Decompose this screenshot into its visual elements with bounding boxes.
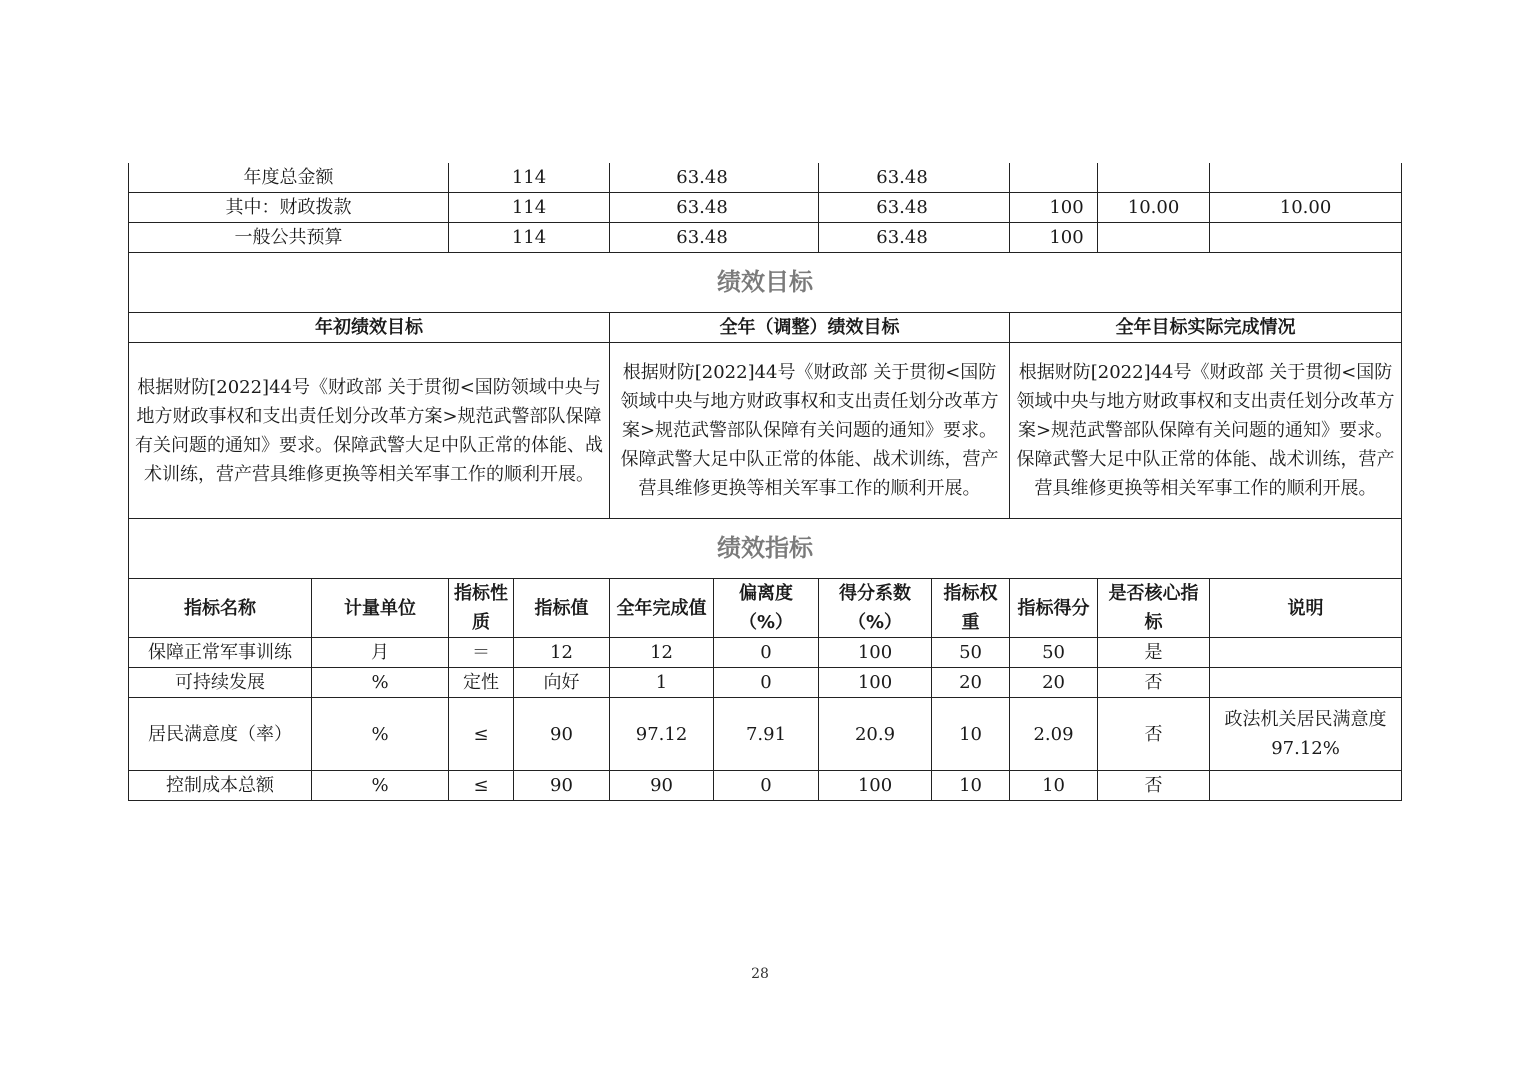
- indicator-cell: 保障正常军事训练: [129, 638, 312, 668]
- indicator-row: [129, 771, 1402, 801]
- indicator-cell: 10: [932, 698, 1010, 771]
- indicator-cell: 100: [819, 638, 932, 668]
- indicator-header: 指标性质: [449, 579, 514, 638]
- performance-table: [128, 163, 1402, 801]
- budget-row: [129, 163, 1402, 193]
- budget-row: [129, 223, 1402, 253]
- indicator-header: 得分系数（%）: [819, 579, 932, 638]
- indicator-cell: 12: [514, 638, 610, 668]
- indicator-cell: 1: [610, 668, 714, 698]
- indicator-cell: 20.9: [819, 698, 932, 771]
- indicator-cell: 0: [714, 771, 819, 801]
- indicator-cell: 7.91: [714, 698, 819, 771]
- indicator-row: [129, 668, 1402, 698]
- indicator-cell: 90: [610, 771, 714, 801]
- budget-row: [129, 193, 1402, 223]
- indicator-cell: 否: [1098, 668, 1210, 698]
- budget-value: [1010, 163, 1098, 193]
- indicator-cell: 否: [1098, 771, 1210, 801]
- goals-header-row: [129, 313, 1402, 343]
- indicator-cell: [1210, 771, 1402, 801]
- budget-label: 一般公共预算: [129, 223, 449, 253]
- budget-value: 100: [1010, 193, 1098, 223]
- goals-title-row: [129, 253, 1402, 313]
- indicators-title-row: [129, 519, 1402, 579]
- budget-label: 年度总金额: [129, 163, 449, 193]
- indicator-header: 偏离度（%）: [714, 579, 819, 638]
- indicator-cell: 100: [819, 771, 932, 801]
- indicator-header: 指标值: [514, 579, 610, 638]
- goal-text-initial: 根据财防[2022]44号《财政部 关于贯彻<国防领域中央与地方财政事权和支出责任划分改革方案>规范武警部队保障有关问题的通知》要求。保障武警大足中队正常的体能、战术训练，营产营具维修更换等相关军事工作的顺利开展。: [129, 343, 610, 519]
- indicator-cell: 20: [1010, 668, 1098, 698]
- goals-text-row: [129, 343, 1402, 519]
- budget-value: 114: [449, 163, 610, 193]
- indicator-cell: 10: [1010, 771, 1098, 801]
- budget-value: 63.48: [819, 163, 1010, 193]
- indicator-cell: 50: [1010, 638, 1098, 668]
- section-title-indicators: 绩效指标: [129, 519, 1402, 579]
- indicator-cell: 12: [610, 638, 714, 668]
- budget-value: 63.48: [610, 223, 819, 253]
- indicator-header: 计量单位: [312, 579, 449, 638]
- indicator-cell: 向好: [514, 668, 610, 698]
- goal-text-adjusted: 根据财防[2022]44号《财政部 关于贯彻<国防领域中央与地方财政事权和支出责任划分改革方案>规范武警部队保障有关问题的通知》要求。保障武警大足中队正常的体能、战术训练，营产营具维修更换等相关军事工作的顺利开展。: [610, 343, 1010, 519]
- indicator-cell: 100: [819, 668, 932, 698]
- indicator-cell: 97.12: [610, 698, 714, 771]
- indicator-cell: 50: [932, 638, 1010, 668]
- indicator-cell: 2.09: [1010, 698, 1098, 771]
- indicator-row: [129, 698, 1402, 771]
- goal-header: 年初绩效目标: [129, 313, 610, 343]
- indicator-cell: 是: [1098, 638, 1210, 668]
- budget-value: [1210, 163, 1402, 193]
- indicator-header: 是否核心指标: [1098, 579, 1210, 638]
- indicator-cell: 0: [714, 668, 819, 698]
- indicators-header-row: [129, 579, 1402, 638]
- indicator-header: 全年完成值: [610, 579, 714, 638]
- indicator-header: 说明: [1210, 579, 1402, 638]
- indicator-cell: 90: [514, 698, 610, 771]
- budget-value: 63.48: [610, 163, 819, 193]
- budget-value: [1210, 223, 1402, 253]
- budget-value: 114: [449, 223, 610, 253]
- indicator-cell: [1210, 668, 1402, 698]
- indicator-cell: 0: [714, 638, 819, 668]
- budget-value: 100: [1010, 223, 1098, 253]
- indicator-cell: %: [312, 668, 449, 698]
- indicator-cell: 控制成本总额: [129, 771, 312, 801]
- indicator-cell: 10: [932, 771, 1010, 801]
- indicator-cell: ≤: [449, 771, 514, 801]
- indicator-cell: [1210, 638, 1402, 668]
- indicator-cell: %: [312, 771, 449, 801]
- indicator-cell: ≤: [449, 698, 514, 771]
- goal-header: 全年目标实际完成情况: [1010, 313, 1402, 343]
- budget-value: 10.00: [1098, 193, 1210, 223]
- budget-value: [1098, 163, 1210, 193]
- budget-value: 63.48: [610, 193, 819, 223]
- section-title-goals: 绩效目标: [129, 253, 1402, 313]
- indicator-header: 指标名称: [129, 579, 312, 638]
- indicator-cell: 否: [1098, 698, 1210, 771]
- budget-value: [1098, 223, 1210, 253]
- goal-text-actual: 根据财防[2022]44号《财政部 关于贯彻<国防领域中央与地方财政事权和支出责任划分改革方案>规范武警部队保障有关问题的通知》要求。保障武警大足中队正常的体能、战术训练，营产营具维修更换等相关军事工作的顺利开展。: [1010, 343, 1402, 519]
- indicator-cell: 90: [514, 771, 610, 801]
- page-number: 28: [751, 966, 769, 982]
- indicator-header: 指标得分: [1010, 579, 1098, 638]
- indicator-cell: 居民满意度（率）: [129, 698, 312, 771]
- budget-value: 63.48: [819, 193, 1010, 223]
- indicator-cell: %: [312, 698, 449, 771]
- budget-value: 10.00: [1210, 193, 1402, 223]
- indicator-cell: ＝: [449, 638, 514, 668]
- budget-value: 63.48: [819, 223, 1010, 253]
- indicator-cell: 月: [312, 638, 449, 668]
- indicator-cell: 政法机关居民满意度97.12%: [1210, 698, 1402, 771]
- indicator-header: 指标权重: [932, 579, 1010, 638]
- budget-value: 114: [449, 193, 610, 223]
- indicator-row: [129, 638, 1402, 668]
- indicator-cell: 可持续发展: [129, 668, 312, 698]
- indicator-cell: 定性: [449, 668, 514, 698]
- indicator-cell: 20: [932, 668, 1010, 698]
- budget-label: 其中：财政拨款: [129, 193, 449, 223]
- goal-header: 全年（调整）绩效目标: [610, 313, 1010, 343]
